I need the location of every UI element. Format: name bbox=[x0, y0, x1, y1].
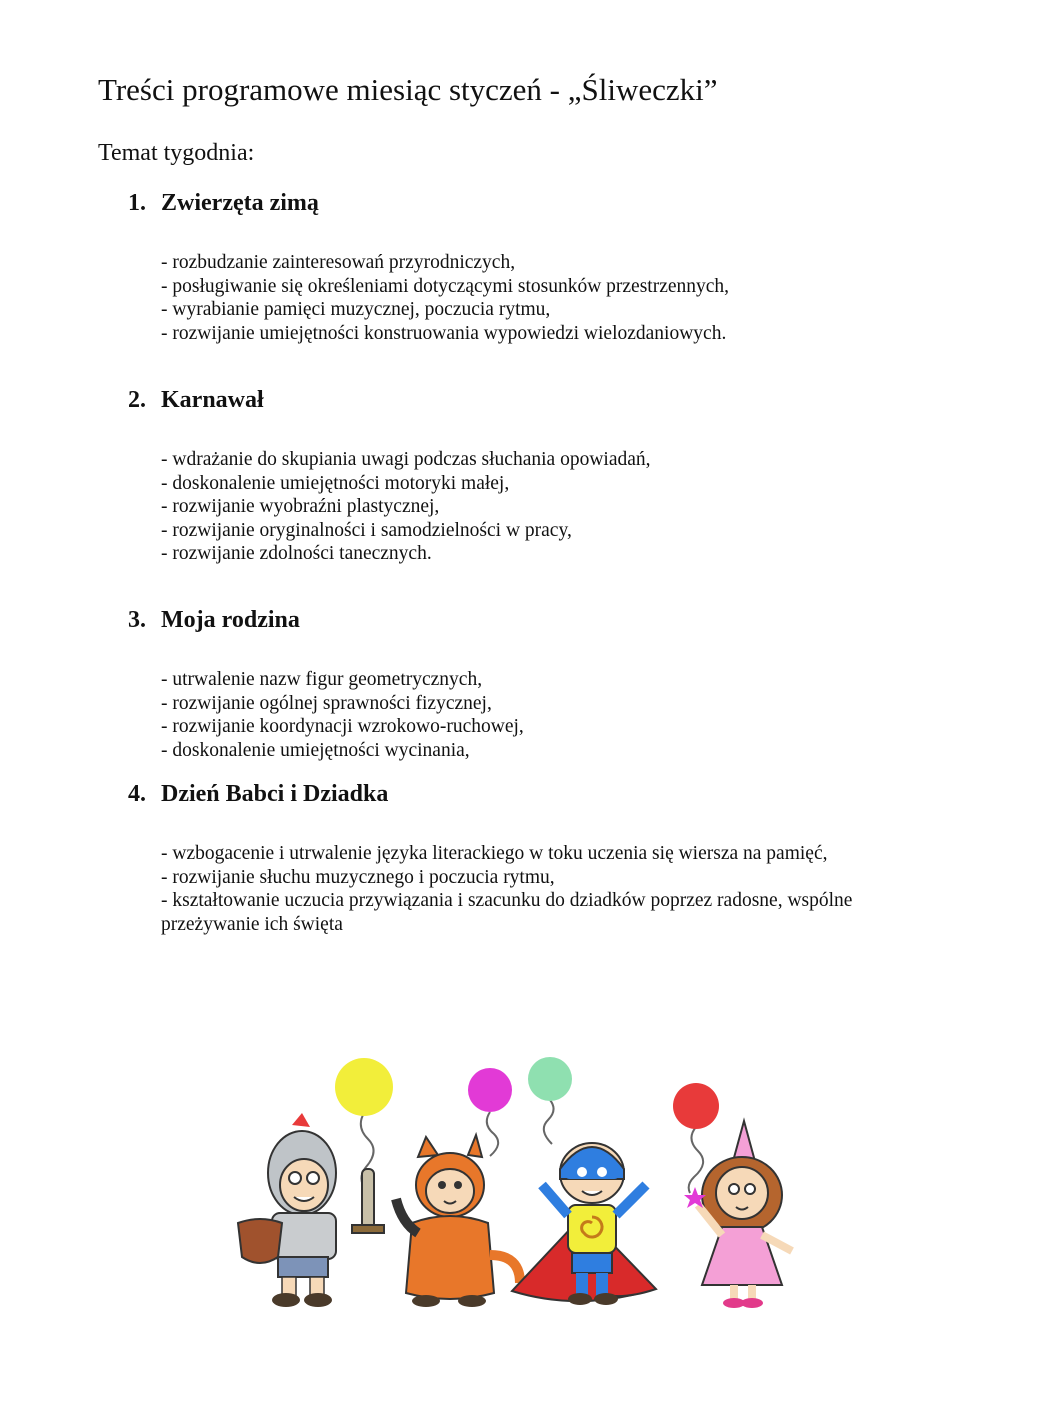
goal-item: - rozwijanie zdolności tanecznych. bbox=[161, 543, 432, 564]
section-number: 1. bbox=[128, 190, 146, 216]
goal-item: - utrwalenie nazw figur geometrycznych, bbox=[161, 669, 483, 690]
goal-item: - wdrażanie do skupiania uwagi podczas słuchania opowiadań, bbox=[161, 449, 651, 470]
section-my-family bbox=[128, 607, 948, 762]
carnival-kids-illustration bbox=[222, 1045, 832, 1315]
section-heading bbox=[128, 781, 948, 808]
section-grandparents-day bbox=[128, 781, 948, 936]
goal-item: - rozwijanie ogólnej sprawności fizycznej, bbox=[161, 692, 492, 714]
section-animals-winter bbox=[128, 190, 948, 345]
goal-list bbox=[161, 842, 948, 936]
balloon-green bbox=[528, 1057, 572, 1144]
goal-list bbox=[161, 251, 948, 345]
knight-kid bbox=[238, 1113, 384, 1307]
section-number: 3. bbox=[128, 607, 146, 633]
goal-item: - doskonalenie umiejętności motoryki małej, bbox=[161, 472, 510, 494]
princess-kid bbox=[684, 1121, 792, 1308]
section-heading bbox=[128, 607, 948, 634]
superhero-kid bbox=[512, 1143, 656, 1305]
section-title: Zwierzęta zimą bbox=[161, 190, 319, 216]
goal-item: - rozwijanie wyobraźni plastycznej, bbox=[161, 496, 440, 517]
section-title: Moja rodzina bbox=[161, 607, 300, 633]
goal-item: - rozbudzanie zainteresowań przyrodniczych, bbox=[161, 252, 516, 273]
goal-item: - rozwijanie oryginalności i samodzielności w pracy, bbox=[161, 519, 572, 541]
goal-item: - rozwijanie koordynacji wzrokowo-ruchowej, bbox=[161, 716, 524, 737]
goal-list bbox=[161, 668, 948, 762]
cat-costume-kid bbox=[396, 1135, 520, 1307]
goal-item: - kształtowanie uczucia przywiązania i szacunku do dziadków poprzez radosne, wspólne przeżywanie ich święta bbox=[161, 890, 853, 935]
page-title: Treści programowe miesiąc styczeń - „Śliweczki” bbox=[98, 72, 718, 107]
goal-list bbox=[161, 448, 948, 566]
section-number: 4. bbox=[128, 781, 146, 807]
goal-item: - posługiwanie się określeniami dotyczącymi stosunków przestrzennych, bbox=[161, 275, 730, 297]
section-heading bbox=[128, 190, 948, 217]
goal-item: - rozwijanie umiejętności konstruowania wypowiedzi wielozdaniowych. bbox=[161, 322, 727, 344]
goal-item: - doskonalenie umiejętności wycinania, bbox=[161, 739, 470, 761]
section-title: Dzień Babci i Dziadka bbox=[161, 781, 389, 807]
section-heading bbox=[128, 387, 948, 414]
section-title: Karnawał bbox=[161, 387, 264, 413]
goal-item: - rozwijanie słuchu muzycznego i poczucia rytmu, bbox=[161, 866, 555, 888]
section-carnival bbox=[128, 387, 948, 566]
goal-item: - wyrabianie pamięci muzycznej, poczucia rytmu, bbox=[161, 299, 551, 320]
week-topic-label: Temat tygodnia: bbox=[98, 140, 255, 166]
goal-item: - wzbogacenie i utrwalenie języka literackiego w toku uczenia się wiersza na pamięć, bbox=[161, 843, 828, 864]
section-number: 2. bbox=[128, 387, 146, 413]
